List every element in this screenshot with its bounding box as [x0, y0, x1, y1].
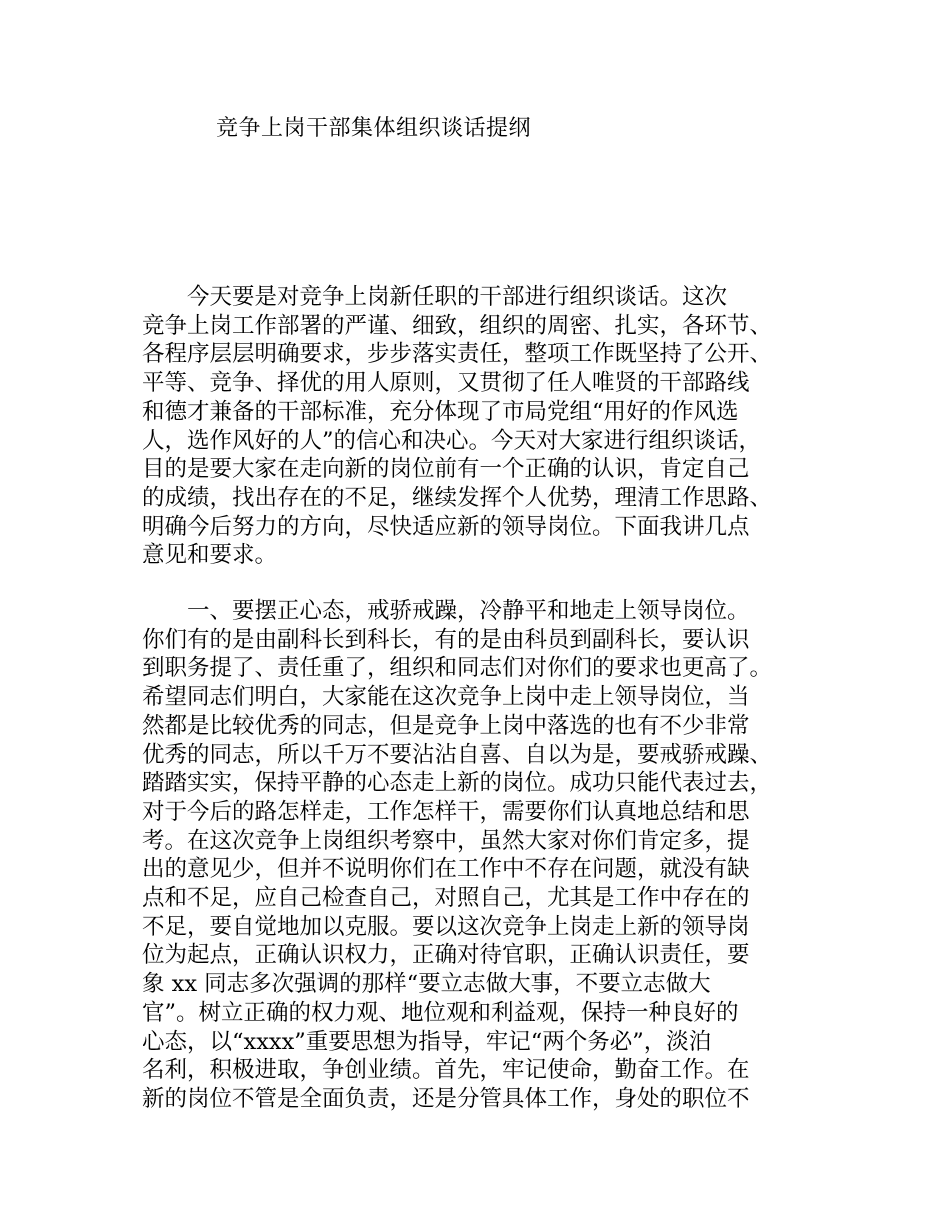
text-line: 到职务提了、责任重了，组织和同志们对你们的要求也更高了。 — [142, 655, 773, 682]
text-line: 然都是比较优秀的同志，但是竞争上岗中落选的也有不少非常 — [142, 712, 750, 739]
text-line: 明确今后努力的方向，尽快适应新的领导岗位。下面我讲几点 — [142, 513, 750, 540]
paragraph-intro — [142, 283, 832, 570]
text-line: 考。在这次竞争上岗组织考察中，虽然大家对你们肯定多，提 — [142, 827, 750, 854]
text-line: 各程序层层明确要求，步步落实责任，整项工作既坚持了公开、 — [142, 341, 773, 368]
text-line: 意见和要求。 — [142, 542, 278, 569]
text-line: 心态，以“xxxx”重要思想为指导，牢记“两个务必”，淡泊 — [142, 1028, 712, 1055]
text-line: 你们有的是由副科长到科长，有的是由科员到副科长，要认识 — [142, 626, 750, 653]
text-line: 目的是要大家在走向新的岗位前有一个正确的认识，肯定自己 — [142, 456, 750, 483]
text-line: 的成绩，找出存在的不足，继续发挥个人优势，理清工作思路、 — [142, 484, 773, 511]
text-line: 出的意见少，但并不说明你们在工作中不存在问题，就没有缺 — [142, 856, 750, 883]
text-line: 官”。树立正确的权力观、地位观和利益观，保持一种良好的 — [142, 999, 739, 1026]
text-line: 点和不足，应自己检查自己，对照自己，尤其是工作中存在的 — [142, 885, 750, 912]
text-line: 今天要是对竞争上岗新任职的干部进行组织谈话。这次 — [142, 284, 728, 310]
text-line: 新的岗位不管是全面负责，还是分管具体工作，身处的职位不 — [142, 1085, 750, 1112]
document-title: 竞争上岗干部集体组织谈话提纲 — [216, 116, 532, 141]
text-line: 希望同志们明白，大家能在这次竞争上岗中走上领导岗位，当 — [142, 684, 750, 711]
text-line: 和德才兼备的干部标准，充分体现了市局党组“用好的作风选 — [142, 398, 739, 425]
text-line: 人，选作风好的人”的信心和决心。今天对大家进行组织谈话， — [142, 427, 762, 454]
text-line: 平等、竞争、择优的用人原则，又贯彻了任人唯贤的干部路线 — [142, 370, 750, 397]
text-line: 竞争上岗工作部署的严谨、细致，组织的周密、扎实，各环节、 — [142, 312, 773, 339]
text-line: 踏踏实实，保持平静的心态走上新的岗位。成功只能代表过去， — [142, 770, 773, 797]
paragraph-section-one — [142, 597, 832, 1114]
text-line: 象 xx 同志多次强调的那样“要立志做大事，不要立志做大 — [142, 971, 711, 998]
text-line: 位为起点，正确认识权力，正确对待官职，正确认识责任，要 — [142, 942, 750, 969]
text-line: 名利，积极进取，争创业绩。首先，牢记使命，勤奋工作。在 — [142, 1057, 750, 1084]
text-line: 一、要摆正心态，戒骄戒躁，冷静平和地走上领导岗位。 — [142, 598, 750, 624]
text-line: 优秀的同志，所以千万不要沾沾自喜、自以为是，要戒骄戒躁、 — [142, 741, 773, 768]
text-line: 对于今后的路怎样走，工作怎样干，需要你们认真地总结和思 — [142, 798, 750, 825]
text-line: 不足，要自觉地加以克服。要以这次竞争上岗走上新的领导岗 — [142, 913, 750, 940]
